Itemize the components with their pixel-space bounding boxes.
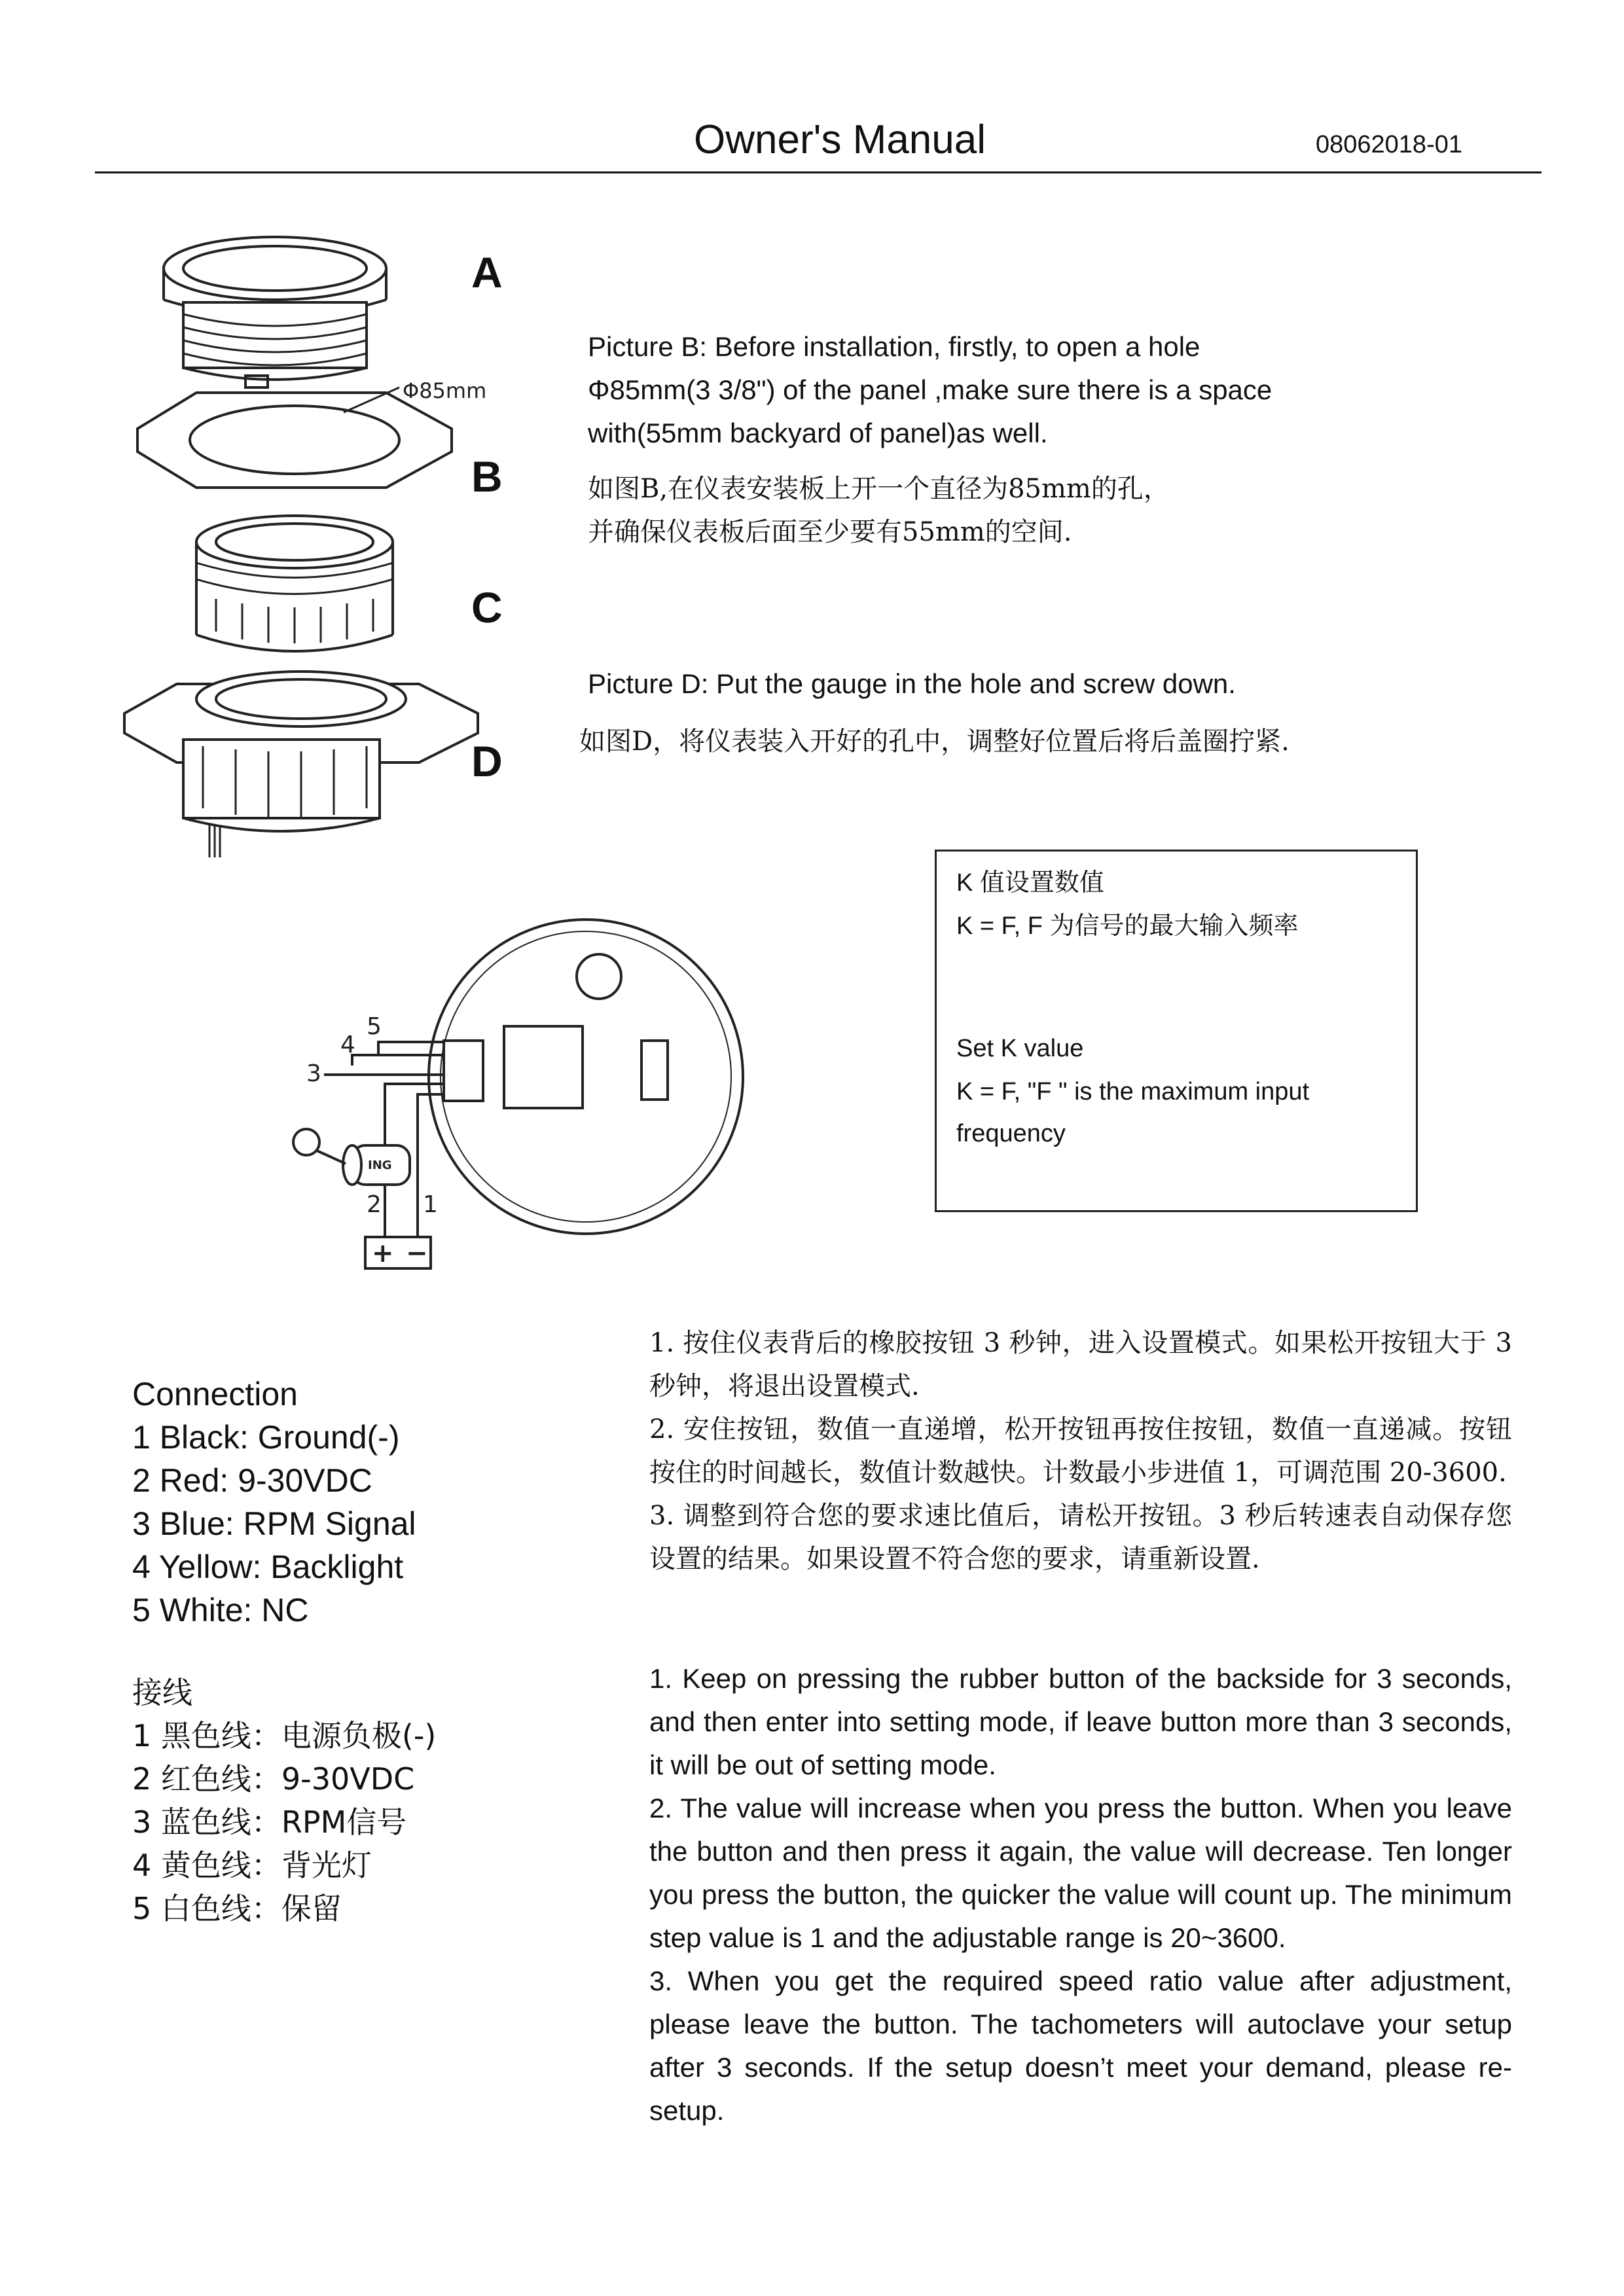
- display-window: [504, 1026, 583, 1108]
- wire-number-2: 2: [367, 1191, 382, 1218]
- ignition-label: ING: [368, 1158, 392, 1172]
- key-icon: [293, 1129, 319, 1155]
- picture-b-chinese: 如图B,在仪表安装板上开一个直径为85mm的孔， 并确保仪表板后面至少要有55mm的空间.: [588, 474, 1170, 547]
- picture-d-chinese: 如图D，将仪表装入开好的孔中，调整好位置后将后盖圈拧紧.: [579, 726, 1290, 757]
- figure-label-d: D: [471, 737, 503, 785]
- connection-item: 1 Black: Ground(-): [132, 1419, 400, 1456]
- picture-b-english: Picture B: Before installation, firstly, to open a hole Φ85mm(3 3/8") of the panel ,make sure there is a space with(55mm backyard of panel)as well.: [588, 331, 1272, 448]
- page-title: Owner's Manual: [694, 117, 986, 162]
- side-connector: [641, 1041, 668, 1100]
- figure-label-b: B: [471, 452, 503, 501]
- figure-label-a: A: [471, 248, 503, 296]
- step-en-3: 3. When you get the required speed ratio value after adjustment, please leave the button. The tachometers will autoclave your setup after 3 seconds. If the setup doesn’t meet your demand, please re-setup.: [649, 1965, 1512, 2126]
- battery-plus: +: [372, 1238, 394, 1268]
- connection-cn-item: 3 蓝色线：RPM信号: [132, 1804, 407, 1840]
- wire-number-1: 1: [423, 1191, 438, 1218]
- wiring-diagram: [275, 903, 746, 1270]
- gauge-body-drawing: [164, 237, 386, 387]
- k-box-line-2: K = F, F 为信号的最大输入频率: [956, 912, 1299, 940]
- connection-item: 4 Yellow: Backlight: [132, 1549, 404, 1585]
- connection-title: Connection: [132, 1376, 298, 1412]
- step-cn-2: 2. 安住按钮，数值一直递增，松开按钮再按住按钮，数值一直递减。按钮按住的时间越长，数值计数越快。计数最小步进值 1，可调范围 20-3600.: [649, 1414, 1512, 1488]
- nut-ring-drawing: [196, 516, 393, 651]
- k-box-line-1: K 值设置数值: [956, 869, 1104, 897]
- connection-cn-item: 2 红色线：9-30VDC: [132, 1761, 415, 1797]
- figure-label-c: C: [471, 583, 503, 632]
- rubber-button: [577, 954, 621, 999]
- connection-chinese: [132, 1671, 436, 1930]
- connection-item: 3 Blue: RPM Signal: [132, 1505, 416, 1542]
- picture-d-english: Picture D: Put the gauge in the hole and screw down.: [588, 668, 1236, 699]
- battery-minus: −: [406, 1238, 428, 1268]
- step-cn-1: 1. 按住仪表背后的橡胶按钮 3 秒钟，进入设置模式。如果松开按钮大于 3 秒钟，将退出设置模式.: [649, 1328, 1512, 1401]
- k-value-box: [935, 850, 1418, 1212]
- connection-english: [132, 1372, 416, 1632]
- connection-cn-item: 4 黄色线：背光灯: [132, 1848, 372, 1883]
- connection-item: 5 White: NC: [132, 1592, 309, 1628]
- installation-exploded-drawing: [111, 216, 517, 857]
- setting-steps-chinese: [649, 1321, 1512, 1581]
- k-box-line-4: K = F, "F " is the maximum input: [956, 1078, 1310, 1105]
- gauge-back-outline: [429, 920, 743, 1234]
- wire-number-3: 3: [306, 1060, 321, 1087]
- document-number: 08062018-01: [1316, 131, 1462, 158]
- connection-cn-item: 1 黑色线：电源负极(-): [132, 1718, 437, 1753]
- step-cn-3: 3. 调整到符合您的要求速比值后，请松开按钮。3 秒后转速表自动保存您设置的结果。如果设置不符合您的要求，请重新设置.: [649, 1501, 1512, 1574]
- connection-cn-title: 接线: [132, 1675, 192, 1710]
- connection-item: 2 Red: 9-30VDC: [132, 1462, 372, 1499]
- wire-connector: [444, 1041, 483, 1101]
- assembled-gauge-drawing: [124, 672, 478, 857]
- connection-cn-item: 5 白色线：保留: [132, 1891, 342, 1926]
- step-en-2: 2. The value will increase when you press the button. When you leave the button and then press it again, the value will decrease. Ten longer you press the button, the quicker the value will count up. The minimum step value is 1 and the adjustable range is 20~3600.: [649, 1793, 1512, 1953]
- wire-number-5: 5: [367, 1013, 382, 1040]
- hole-size-label: Φ85mm: [403, 378, 487, 403]
- wire-number-4: 4: [340, 1031, 355, 1058]
- header-divider: [95, 171, 1542, 173]
- step-en-1: 1. Keep on pressing the rubber button of the backside for 3 seconds, and then enter into setting mode, if leave button more than 3 seconds, it will be out of setting mode.: [649, 1663, 1512, 1780]
- k-box-line-3: Set K value: [956, 1035, 1084, 1062]
- k-box-line-5: frequency: [956, 1120, 1066, 1147]
- setting-steps-english: [649, 1657, 1512, 2132]
